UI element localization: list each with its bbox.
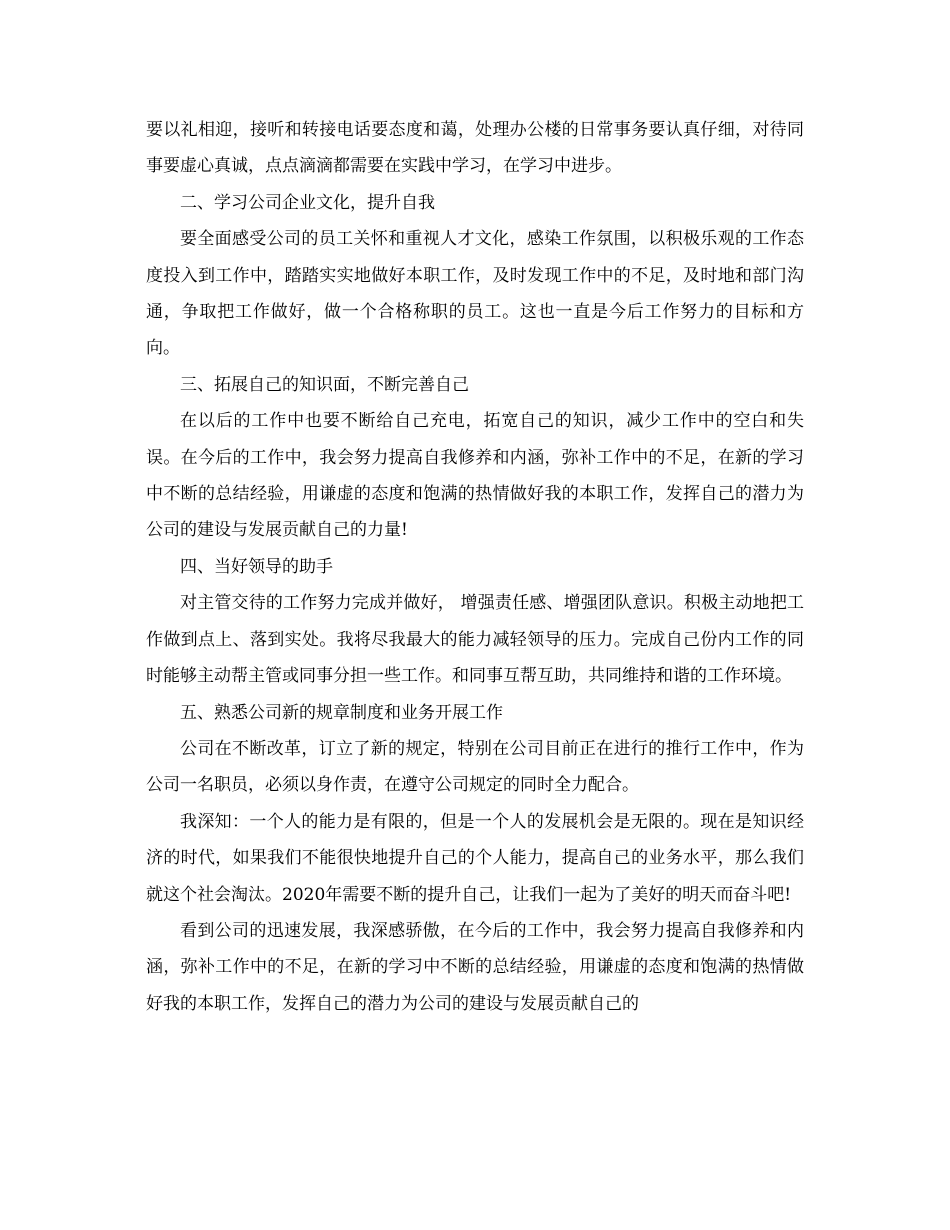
continuation-paragraph: 要以礼相迎，接听和转接电话要态度和蔼，处理办公楼的日常事务要认真仔细，对待同事要虚心真诚，点点滴滴都需要在实践中学习，在学习中进步。 (146, 120, 804, 177)
paragraph: 公司在不断改革，订立了新的规定，特别在公司目前正在进行的推行工作中，作为公司一名职员，必须以身作责，在遵守公司规定的同时全力配合。 (146, 738, 804, 796)
section-heading-5: 五、熟悉公司新的规章制度和业务开展工作 (180, 702, 503, 723)
paragraph: 我深知：一个人的能力是有限的，但是一个人的发展机会是无限的。现在是知识经济的时代，如果我们不能很快地提升自己的个人能力，提高自己的业务水平，那么我们就这个社会淘汰。2020年需要不断的提升自己，让我们一起为了美好的明天而奋斗吧! (146, 811, 804, 905)
paragraph: 对主管交待的工作努力完成并做好， 增强责任感、增强团队意识。积极主动地把工作做到点上、落到实处。我将尽我最大的能力减轻领导的压力。完成自己份内工作的同时能够主动帮主管或同事分担一些工作。和同事互帮互助，共同维持和谐的工作环境。 (146, 593, 804, 687)
section-heading-4: 四、当好领导的助手 (180, 556, 333, 577)
section-heading-3: 三、拓展自己的知识面，不断完善自己 (180, 374, 469, 395)
paragraph: 在以后的工作中也要不断给自己充电，拓宽自己的知识，减少工作中的空白和失误。在今后的工作中，我会努力提高自我修养和内涵，弥补工作中的不足，在新的学习中不断的总结经验，用谦虚的态度和饱满的热情做好我的本职工作，发挥自己的潜力为公司的建设与发展贡献自己的力量! (146, 411, 804, 541)
section-heading-2: 二、学习公司企业文化，提升自我 (180, 192, 435, 213)
document-body (146, 112, 804, 1022)
paragraph: 看到公司的迅速发展，我深感骄傲，在今后的工作中，我会努力提高自我修养和内涵，弥补工作中的不足，在新的学习中不断的总结经验，用谦虚的态度和饱满的热情做好我的本职工作，发挥自己的潜力为公司的建设与发展贡献自己的 (146, 920, 804, 1014)
paragraph: 要全面感受公司的员工关怀和重视人才文化，感染工作氛围，以积极乐观的工作态度投入到工作中，踏踏实实地做好本职工作，及时发现工作中的不足，及时地和部门沟通，争取把工作做好，做一个合格称职的员工。这也一直是今后工作努力的目标和方向。 (146, 229, 804, 359)
